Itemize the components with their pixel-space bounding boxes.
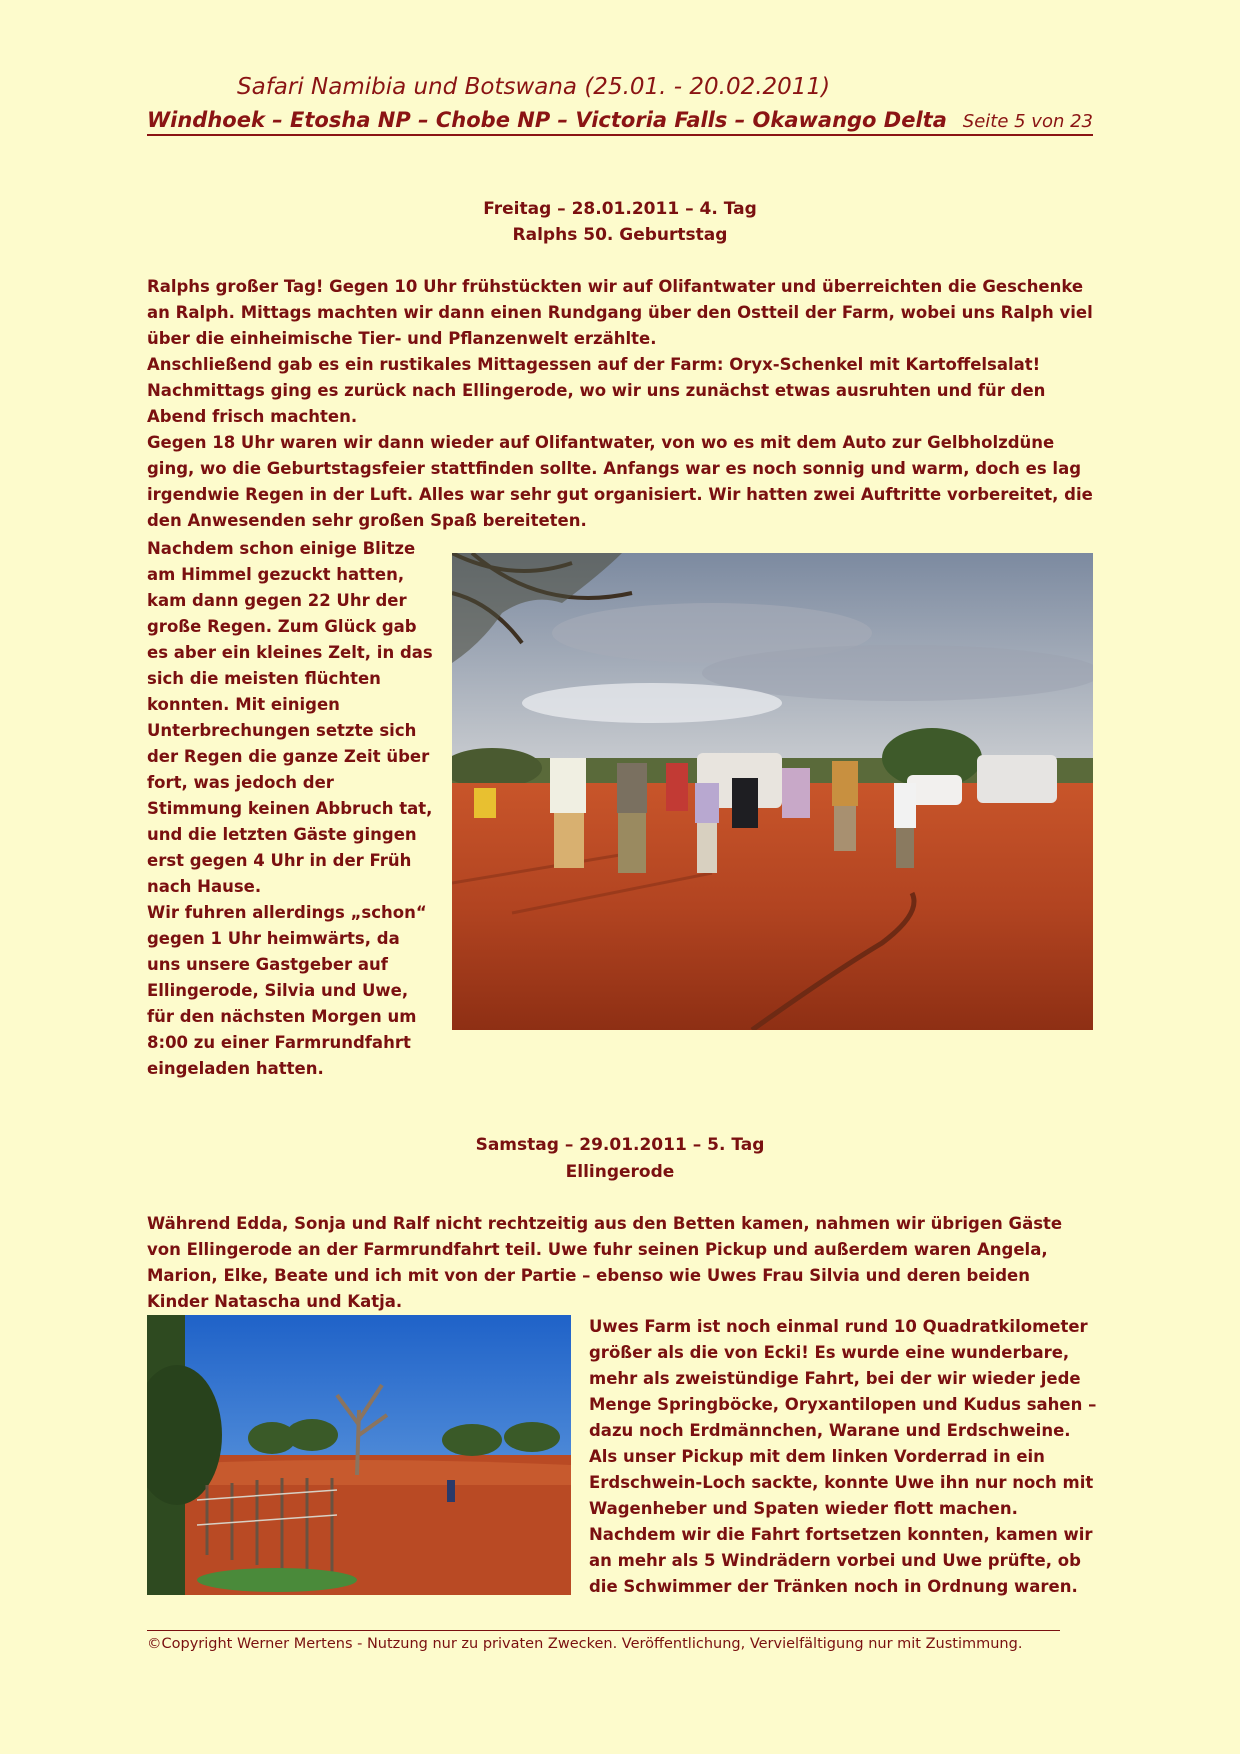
day4-paragraph-1: Ralphs großer Tag! Gegen 10 Uhr frühstückten wir auf Olifantwater und überreichten die Geschenke an Ralph. Mittags machten wir dann einen Rundgang über den Ostteil der Farm, wobei uns Ralph viel über die einheimische Tier- und Pflanzenwelt erzählte. [147,277,1093,348]
day4-paragraph-2: Anschließend gab es ein rustikales Mittagessen auf der Farm: Oryx-Schenkel mit Kartoffelsalat! Nachmittags ging es zurück nach Ellingerode, wo wir uns zunächst etwas ausruhten und für den Abend frisch machten. [147,355,1046,426]
day5-side-paragraph-2: Als unser Pickup mit dem linken Vorderrad in ein Erdschwein-Loch sackte, konnte Uwe ihn nur noch mit Wagenheber und Spaten wieder flott machen. [589,1447,1094,1518]
copyright-notice: ©Copyright Werner Mertens - Nutzung nur zu privaten Zwecken. Veröffentlichung, Vervielfältigung nur mit Zustimmung. [147,1636,1023,1652]
day5-paragraph-1: Während Edda, Sonja und Ralf nicht rechtzeitig aus den Betten kamen, nahmen wir übrigen Gäste von Ellingerode an der Farmrundfahrt teil. Uwe fuhr seinen Pickup und außerdem waren Angela, Marion, Elke, Beate und ich mit von der Partie – ebenso wie Uwes Frau Silvia und deren beiden Kinder Natascha und Katja. [147,1214,1063,1311]
birthday-party-photo [452,553,1093,1030]
day4-side-paragraph-1: Nachdem schon einige Blitze am Himmel gezuckt hatten, kam dann gegen 22 Uhr der große Regen. Zum Glück gab es aber ein kleines Zelt, in das sich die meisten flüchten konnten. Mit einigen Unterbrechungen setzte sich der Regen die ganze Zeit über fort, was jedoch der Stimmung keinen Abbruch tat, und die letzten Gäste gingen erst gegen 4 Uhr in der Früh nach Hause. [147,539,433,896]
day4-subtitle: Ralphs 50. Geburtstag [512,225,728,245]
route-line [147,108,1093,136]
day4-date-heading: Freitag – 28.01.2011 – 4. Tag [483,199,757,219]
day4-paragraph-3: Gegen 18 Uhr waren wir dann wieder auf Olifantwater, von wo es mit dem Auto zur Gelbholzdüne ging, wo die Geburtstagsfeier stattfinden sollte. Anfangs war es noch sonnig und warm, doch es lag irgendwie Regen in der Luft. Alles war sehr gut organisiert. Wir hatten zwei Auftritte vorbereitet, die den Anwesenden sehr großen Spaß bereiteten. [147,433,1093,530]
day4-side-text [147,536,434,1082]
day5-side-text [589,1314,1099,1600]
farm-drive-illustration [147,1315,571,1595]
day5-side-paragraph-3: Nachdem wir die Fahrt fortsetzen konnten, kamen wir an mehr als 5 Windrädern vorbei und Uwe prüfte, ob die Schwimmer der Tränken noch in Ordnung waren. [589,1525,1093,1596]
day4-side-paragraph-2: Wir fuhren allerdings „schon“ gegen 1 Uhr heimwärts, da uns unsere Gastgeber auf Ellingerode, Silvia und Uwe, für den nächsten Morgen um 8:00 zu einer Farmrundfahrt eingeladen hatten. [147,903,427,1078]
day5-subtitle: Ellingerode [565,1162,675,1182]
day5-side-paragraph-1: Uwes Farm ist noch einmal rund 10 Quadratkilometer größer als die von Ecki! Es wurde eine wunderbare, mehr als zweistündige Fahrt, bei der wir wieder jede Menge Springböcke, Oryxantilopen und Kudus sahen – dazu noch Erdmännchen, Warane und Erdschweine. [589,1317,1097,1440]
footer-divider [147,1630,1060,1631]
day5-date-heading: Samstag – 29.01.2011 – 5. Tag [475,1135,765,1155]
route-text: Windhoek – Etosha NP – Chobe NP – Victoria Falls – Okawango Delta [147,108,947,132]
farm-drive-photo [147,1315,571,1595]
document-title: Safari Namibia und Botswana (25.01. - 20.02.2011) [237,74,831,100]
day4-body [147,274,1093,534]
day5-body [147,1211,1093,1315]
page-number: Seite 5 von 23 [962,111,1093,132]
birthday-party-illustration [452,553,1093,1030]
